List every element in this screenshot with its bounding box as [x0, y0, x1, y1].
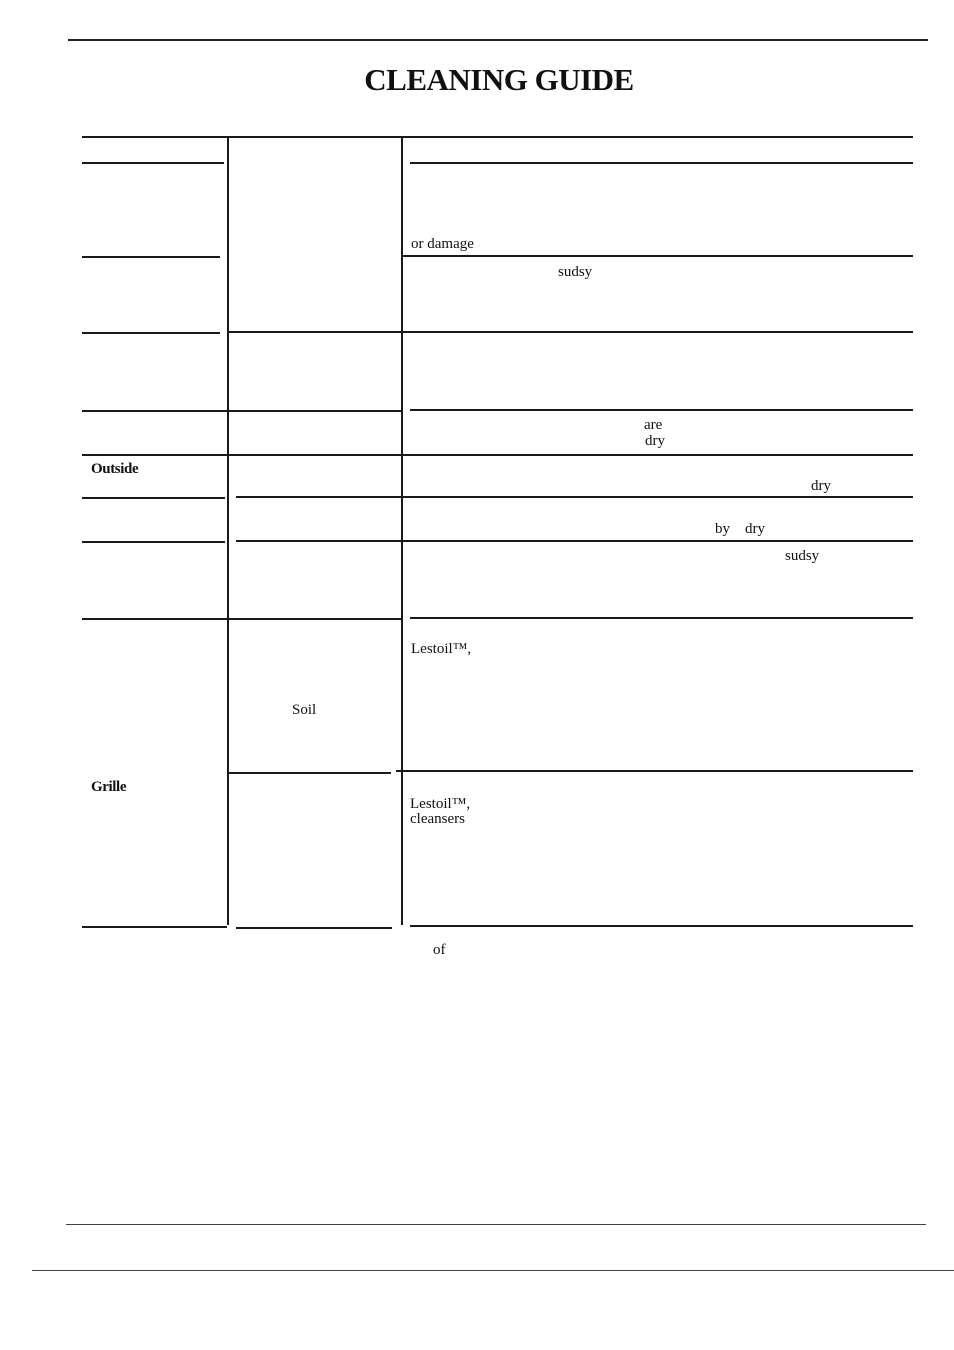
table-header-bottom-rule: [410, 162, 913, 164]
row-divider: [410, 409, 913, 411]
text-sudsy: sudsy: [785, 548, 820, 564]
row-divider: [396, 770, 913, 772]
table-header-bottom-rule: [82, 162, 224, 164]
text-dry: dry: [811, 478, 831, 494]
text-dry: dry: [645, 433, 665, 449]
row-divider: [402, 255, 913, 257]
table-header-top-rule: [82, 136, 913, 138]
text-sudsy: sudsy: [558, 264, 593, 280]
row-divider: [236, 540, 913, 542]
row-divider: [82, 454, 913, 456]
text-are: are: [644, 417, 663, 433]
row-label-grille: Grille: [91, 779, 127, 795]
text-lestoil: Lestoil™,: [411, 641, 472, 657]
row-divider: [410, 617, 913, 619]
text-soil: Soil: [292, 702, 317, 718]
row-divider: [228, 772, 391, 774]
row-divider: [236, 496, 913, 498]
row-divider: [82, 256, 220, 258]
text-or-damage: or damage: [411, 236, 474, 252]
table-bottom-rule: [82, 926, 227, 928]
row-divider: [82, 541, 225, 543]
text-of: of: [433, 942, 446, 958]
row-divider: [82, 618, 401, 620]
row-divider: [82, 332, 220, 334]
column-divider: [227, 137, 229, 925]
page-title: CLEANING GUIDE: [364, 62, 634, 97]
row-label-outside: Outside: [91, 461, 139, 477]
text-by: by: [715, 521, 730, 537]
text-cleansers: cleansers: [410, 811, 465, 827]
row-divider: [82, 497, 225, 499]
top-rule: [68, 39, 928, 41]
row-divider: [228, 331, 913, 333]
text-dry: dry: [745, 521, 765, 537]
text-lestoil: Lestoil™,: [410, 796, 471, 812]
footer-rule: [66, 1224, 926, 1225]
table-bottom-rule: [236, 927, 392, 929]
row-divider: [82, 410, 401, 412]
table-bottom-rule: [410, 925, 913, 927]
page-bottom-rule: [32, 1270, 954, 1271]
